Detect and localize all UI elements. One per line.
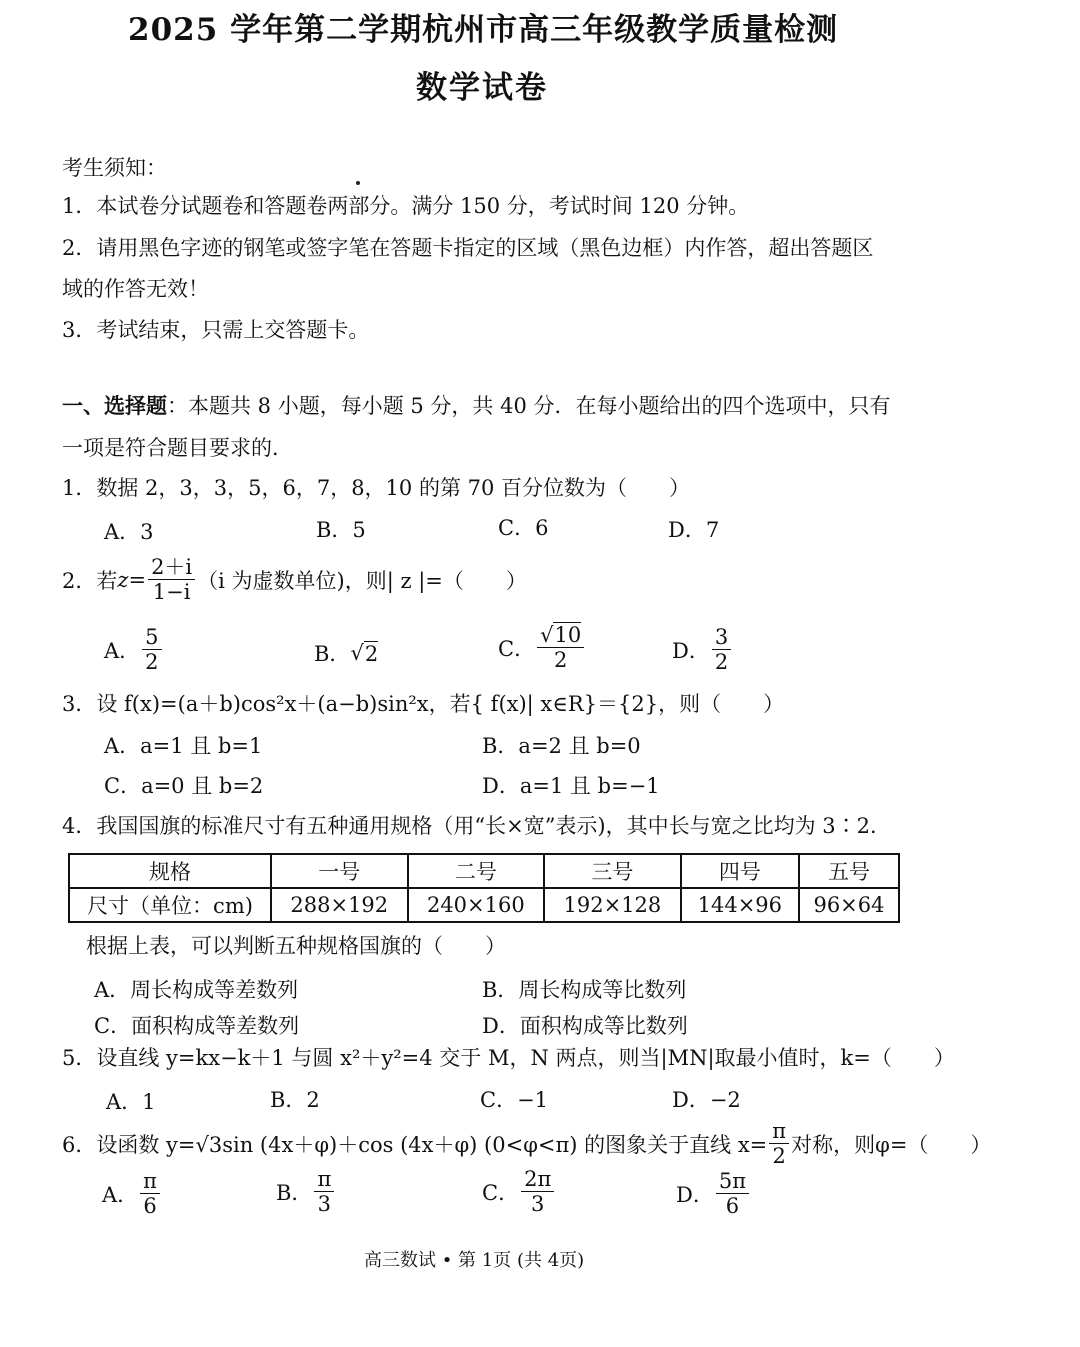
q2-option-d-den: 2 xyxy=(714,650,729,675)
q2-option-a-num: 5 xyxy=(142,626,161,650)
notice-heading: 考生须知： xyxy=(62,156,167,180)
q4-stem: 4．我国国旗的标准尺寸有五种通用规格（用“长×宽”表示)，其中长与宽之比均为 3∶2． xyxy=(62,814,892,838)
table-cell: 288×192 xyxy=(271,888,408,922)
table-cell: 三号 xyxy=(544,854,681,888)
q6-stem-b: 对称，则φ=（ ） xyxy=(791,1132,992,1157)
table-cell: 96×64 xyxy=(799,888,899,922)
q6-option-a-den: 6 xyxy=(143,1194,157,1219)
q6-option-b xyxy=(276,1168,336,1215)
q2-prefix: 2．若 xyxy=(62,568,118,593)
q6-option-c-num: 2π xyxy=(521,1168,554,1192)
table-cell: 五号 xyxy=(799,854,899,888)
q2-option-a-label: A． xyxy=(104,638,141,663)
flag-size-table xyxy=(68,853,900,923)
q6-stem-frac xyxy=(769,1120,789,1167)
q6-option-d-den: 6 xyxy=(725,1194,740,1219)
q6-option-d-frac xyxy=(716,1170,749,1217)
q1-option-a: A．3 xyxy=(104,520,154,544)
q1-option-c: C．6 xyxy=(498,516,549,540)
q2-option-a xyxy=(104,626,164,673)
q2-option-c xyxy=(498,624,586,671)
section-1-desc: ：本题共 8 小题，每小题 5 分，共 40 分．在每小题给出的四个选项中，只有 xyxy=(167,394,891,418)
exam-subtitle: 数学试卷 xyxy=(416,70,548,106)
q2-option-c-sqrt-sign: √ xyxy=(540,623,554,647)
table-cell: 规格 xyxy=(69,854,271,888)
q6-option-d-num: 5π xyxy=(716,1170,749,1194)
q2-option-c-frac xyxy=(537,624,584,671)
q4-option-c: C．面积构成等差数列 xyxy=(94,1014,300,1038)
notice-item-2-cont: 域的作答无效！ xyxy=(62,277,209,301)
q3-option-b: B．a=2 且 b=0 xyxy=(482,734,641,758)
q6-option-a xyxy=(102,1170,162,1217)
q2-fraction-den: 1−i xyxy=(152,580,191,605)
q1-option-b: B．5 xyxy=(316,518,366,542)
q6-option-d xyxy=(676,1170,751,1217)
q5-option-c: C．−1 xyxy=(480,1088,549,1112)
notice-item-3: 3．考试结束，只需上交答题卡。 xyxy=(62,318,370,342)
table-cell: 四号 xyxy=(681,854,799,888)
q4-followup: 根据上表，可以判断五种规格国旗的（ ） xyxy=(86,934,506,958)
table-cell: 144×96 xyxy=(681,888,799,922)
q2-option-d xyxy=(672,626,733,673)
q6-option-b-den: 3 xyxy=(317,1192,332,1217)
section-1-label: 一、选择题 xyxy=(62,393,167,418)
q1-stem: 1．数据 2，3，3，5，6，7，8，10 的第 70 百分位数为（ ） xyxy=(62,476,691,500)
q6-option-b-label: B． xyxy=(276,1180,313,1205)
table-cell: 一号 xyxy=(271,854,408,888)
q5-option-a: A．1 xyxy=(106,1090,156,1114)
q6-option-a-label: A． xyxy=(102,1182,139,1207)
section-1-line-1 xyxy=(62,390,891,420)
q2-option-a-frac xyxy=(142,626,161,673)
q3-option-d: D．a=1 且 b=−1 xyxy=(482,774,660,798)
q2-option-d-num: 3 xyxy=(712,626,731,650)
page-footer: 高三数试 • 第 1页 (共 4页) xyxy=(364,1250,585,1271)
q2-option-d-frac xyxy=(712,626,731,673)
q2-option-c-label: C． xyxy=(498,636,536,661)
q2-eq: = xyxy=(128,567,147,592)
q2-option-d-label: D． xyxy=(672,638,710,663)
table-row xyxy=(69,854,899,888)
stray-dot xyxy=(356,181,360,185)
table-row xyxy=(69,888,899,922)
notice-item-1: 1．本试卷分试题卷和答题卷两部分。满分 150 分，考试时间 120 分钟。 xyxy=(62,194,750,218)
q2-option-c-num xyxy=(537,624,584,648)
q2-stem xyxy=(62,556,527,603)
q1-option-d: D．7 xyxy=(668,518,720,542)
table-cell: 尺寸（单位：cm) xyxy=(69,888,271,922)
q4-option-d: D．面积构成等比数列 xyxy=(482,1014,688,1038)
q6-option-c-frac xyxy=(521,1168,554,1215)
q6-option-c-den: 3 xyxy=(530,1192,545,1217)
q2-option-c-den: 2 xyxy=(553,648,568,673)
table-cell: 240×160 xyxy=(408,888,545,922)
q2-var-z: z xyxy=(117,567,129,592)
q2-suffix: （i 为虚数单位)，则| z |=（ ） xyxy=(197,568,527,593)
notice-item-2: 2．请用黑色字迹的钢笔或签字笔在答题卡指定的区域（黑色边框）内作答，超出答题区 xyxy=(62,236,874,260)
q3-stem: 3．设 f(x)=(a＋b)cos²x＋(a−b)sin²x，若{ f(x)| x∈R}＝{2}，则（ ） xyxy=(62,692,785,716)
q6-stem-a: 6．设函数 y=√3sin (4x＋φ)＋cos (4x＋φ) (0<φ<π) 的图象关于直线 x= xyxy=(62,1132,768,1157)
table-cell: 192×128 xyxy=(544,888,681,922)
q2-option-c-radicand: 10 xyxy=(554,623,582,647)
q2-option-b-radicand: 2 xyxy=(364,641,379,666)
q6-option-a-frac xyxy=(140,1170,160,1217)
q6-option-c-label: C． xyxy=(482,1180,520,1205)
q6-option-b-frac xyxy=(314,1168,334,1215)
q6-option-b-num: π xyxy=(314,1168,334,1192)
q2-fraction xyxy=(148,556,195,603)
exam-title: 2025 学年第二学期杭州市高三年级教学质量检测 xyxy=(128,12,839,48)
q6-stem-num: π xyxy=(769,1120,789,1144)
q5-option-d: D．−2 xyxy=(672,1088,741,1112)
q2-option-b-label: B． xyxy=(314,642,351,666)
q6-option-d-label: D． xyxy=(676,1182,714,1207)
q2-fraction-num: 2＋i xyxy=(148,556,195,580)
q4-option-b: B．周长构成等比数列 xyxy=(482,978,687,1002)
q6-stem xyxy=(62,1120,991,1167)
section-1-line-2: 一项是符合题目要求的． xyxy=(62,436,293,460)
q3-option-a: A．a=1 且 b=1 xyxy=(104,734,263,758)
q6-option-c xyxy=(482,1168,556,1215)
q6-option-a-num: π xyxy=(140,1170,160,1194)
q4-option-a: A．周长构成等差数列 xyxy=(94,978,299,1002)
q5-option-b: B．2 xyxy=(270,1088,320,1112)
q2-option-b xyxy=(314,638,378,668)
q2-option-b-sqrt-sign: √ xyxy=(350,641,364,665)
q6-stem-den: 2 xyxy=(772,1144,786,1169)
table-cell: 二号 xyxy=(408,854,545,888)
q5-stem: 5．设直线 y=kx−k＋1 与圆 x²＋y²=4 交于 M，N 两点，则当|MN|取最小值时，k=（ ） xyxy=(62,1046,955,1070)
q3-option-c: C．a=0 且 b=2 xyxy=(104,774,264,798)
q2-option-a-den: 2 xyxy=(145,650,159,675)
